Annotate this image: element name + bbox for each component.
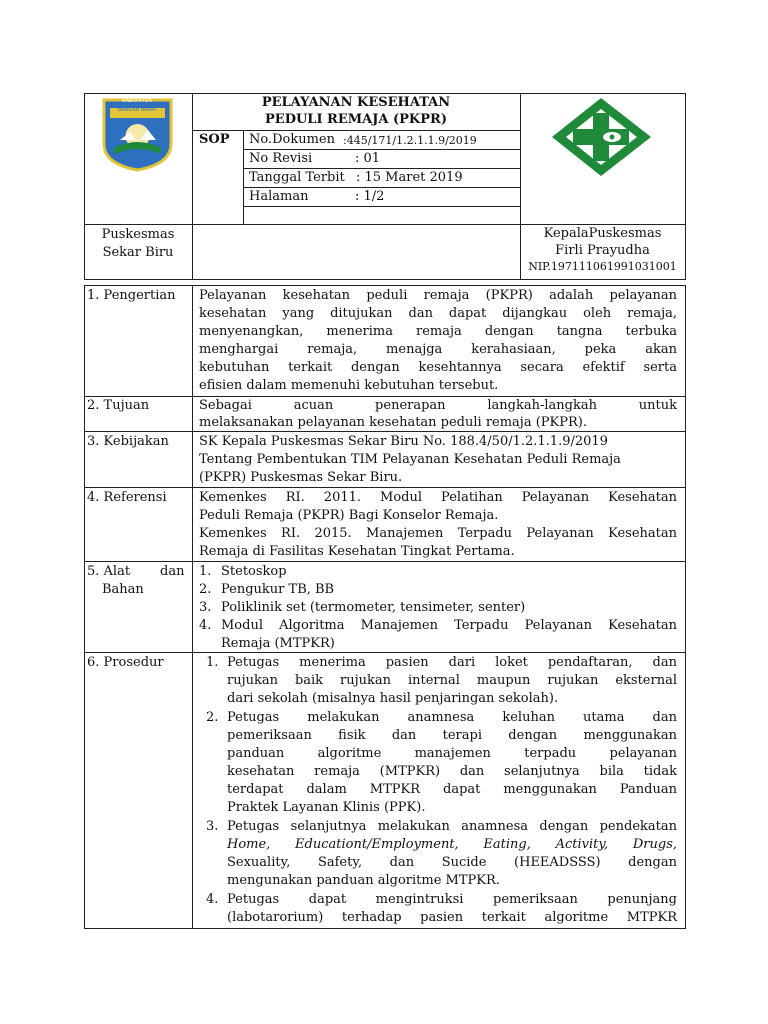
sop-divider bbox=[243, 130, 244, 224]
alat-label-dan: dan bbox=[160, 564, 185, 579]
org-name-line-2: Sekar Biru bbox=[102, 245, 174, 260]
prosedur-label: 6. Prosedur bbox=[87, 655, 164, 670]
alat-item-num: 4. bbox=[199, 618, 212, 633]
alat-item-cont: Remaja (MTPKR) bbox=[221, 636, 335, 651]
alat-item: Stetoskop bbox=[221, 564, 287, 579]
tujuan-label: 2. Tujuan bbox=[87, 398, 150, 413]
body-col-divider bbox=[192, 285, 193, 929]
body-top-border bbox=[84, 285, 685, 286]
kepala-title: KepalaPuskesmas bbox=[543, 226, 662, 241]
alat-item-num: 3. bbox=[199, 600, 212, 615]
alat-label: 5. Alat bbox=[87, 564, 131, 579]
sop-title-line-1: PELAYANAN KESEHATAN bbox=[261, 95, 451, 110]
header-top-border bbox=[84, 93, 685, 94]
prosedur-line: Petugas dapat mengintruksi pemeriksaan penunjang bbox=[227, 892, 677, 907]
halaman-value: : 1/2 bbox=[355, 189, 385, 204]
pengertian-line: menyenangkan, menerima remaja dengan tangna terbuka bbox=[199, 324, 677, 339]
kebijakan-line: Tentang Pembentukan TIM Pelayanan Kesehatan Peduli Remaja bbox=[199, 452, 621, 467]
sop-label: SOP bbox=[199, 132, 230, 147]
prosedur-line: Praktek Layanan Klinis (PPK). bbox=[227, 800, 426, 815]
kepala-nip: NIP.197111061991031001 bbox=[528, 260, 677, 273]
pengertian-line: menghargai remaja, menajga kerahasiaan, peka akan bbox=[199, 342, 677, 357]
org-name-line-1: Puskesmas bbox=[101, 227, 175, 242]
row-line-5 bbox=[84, 652, 685, 653]
body-left-border bbox=[84, 285, 85, 929]
header-bottom-border bbox=[84, 279, 685, 280]
referensi-line: Peduli Remaja (PKPR) Bagi Konselor Remaja. bbox=[199, 508, 499, 523]
prosedur-num: 2. bbox=[206, 710, 219, 725]
prosedur-num: 1. bbox=[206, 655, 219, 670]
prosedur-line: dari sekolah (misalnya hasil penjaringan sekolah). bbox=[227, 691, 559, 706]
header-right-border bbox=[685, 93, 686, 280]
prosedur-line: rujukan baik rujukan internal maupun rujukan eksternal bbox=[227, 673, 677, 688]
doc-label: No.Dokumen bbox=[249, 132, 335, 147]
prosedur-line: Sexuality, Safety, dan Sucide (HEEADSSS) dengan bbox=[227, 855, 677, 870]
prosedur-num: 3. bbox=[206, 819, 219, 834]
prosedur-line: Petugas melakukan anamnesa keluhan utama dan bbox=[227, 710, 677, 725]
pengertian-label: 1. Pengertian bbox=[87, 288, 176, 303]
prosedur-line: kesehatan remaja (MTPKR) dan selanjutnya bila tidak bbox=[227, 764, 677, 779]
puskesmas-logo bbox=[549, 96, 654, 178]
pengertian-line: kesehatan yang ditujukan dan dapat dijangkau oleh remaja, bbox=[199, 306, 677, 321]
meta-line-4 bbox=[243, 206, 520, 207]
referensi-label: 4. Referensi bbox=[87, 490, 167, 505]
referensi-line: Kemenkes RI. 2011. Modul Pelatihan Pelayanan Kesehatan bbox=[199, 490, 677, 505]
revisi-value: : 01 bbox=[355, 151, 381, 166]
alat-item: Modul Algoritma Manajemen Terpadu Pelayanan Kesehatan bbox=[221, 618, 677, 633]
revisi-label: No Revisi bbox=[249, 151, 313, 166]
prosedur-line: mengunakan panduan algoritme MTPKR. bbox=[227, 873, 500, 888]
prosedur-line: Petugas menerima pasien dari loket pendaftaran, dan bbox=[227, 655, 677, 670]
referensi-line: Kemenkes RI. 2015. Manajemen Terpadu Pelayanan Kesehatan bbox=[199, 526, 677, 541]
tujuan-line: melaksanakan pelayanan kesehatan peduli remaja (PKPR). bbox=[199, 415, 587, 430]
alat-item-num: 2. bbox=[199, 582, 212, 597]
row-line-3 bbox=[84, 487, 685, 488]
prosedur-line: terdapat dalam MTPKR dapat menggunakan Panduan bbox=[227, 782, 677, 797]
kebijakan-line: (PKPR) Puskesmas Sekar Biru. bbox=[199, 470, 403, 485]
prosedur-line: panduan algoritme manajemen terpadu pelayanan bbox=[227, 746, 677, 761]
prosedur-num: 4. bbox=[206, 892, 219, 907]
body-bottom-border bbox=[84, 928, 685, 929]
sop-title-line-2: PEDULI REMAJA (PKPR) bbox=[265, 112, 447, 127]
doc-value: :445/171/1.2.1.1.9/2019 bbox=[343, 134, 477, 147]
prosedur-line: pemeriksaan fisik dan terapi dengan menggunakan bbox=[227, 728, 677, 743]
logo-text-2: BANGKA BARAT bbox=[118, 107, 157, 113]
tanggal-value: : 15 Maret 2019 bbox=[356, 170, 463, 185]
kepala-name: Firli Prayudha bbox=[555, 243, 650, 258]
title-bottom-line bbox=[192, 130, 520, 131]
alat-item: Poliklinik set (termometer, tensimeter, senter) bbox=[221, 600, 526, 615]
pengertian-line: kebutuhan terkait dengan kesehtannya secara efektif serta bbox=[199, 360, 677, 375]
halaman-label: Halaman bbox=[249, 189, 309, 204]
kebijakan-line: SK Kepala Puskesmas Sekar Biru No. 188.4/50/1.2.1.1.9/2019 bbox=[199, 434, 608, 449]
prosedur-line: Home, Educationt/Employment, Eating, Activity, Drugs, bbox=[227, 837, 677, 852]
row-line-4 bbox=[84, 561, 685, 562]
pengertian-line: Pelayanan kesehatan peduli remaja (PKPR) adalah pelayanan bbox=[199, 288, 677, 303]
body-right-border bbox=[685, 285, 686, 929]
prosedur-line: Petugas selanjutnya melakukan anamnesa dengan pendekatan bbox=[227, 819, 677, 834]
alat-item-num: 1. bbox=[199, 564, 212, 579]
kebijakan-label: 3. Kebijakan bbox=[87, 434, 169, 449]
pengertian-line: efisien dalam memenuhi kebutuhan tersebut. bbox=[199, 378, 499, 393]
tanggal-label: Tanggal Terbit bbox=[249, 170, 345, 185]
alat-item: Pengukur TB, BB bbox=[221, 582, 335, 597]
prosedur-line: (labotarorium) terhadap pasien terkait algoritme MTPKR bbox=[227, 910, 677, 925]
referensi-line: Remaja di Fasilitas Kesehatan Tingkat Pertama. bbox=[199, 544, 515, 559]
alat-label-bahan: Bahan bbox=[102, 582, 144, 597]
tujuan-line: Sebagai acuan penerapan langkah-langkah untuk bbox=[199, 398, 677, 413]
logo-text-1: KABUPATEN bbox=[122, 98, 152, 104]
